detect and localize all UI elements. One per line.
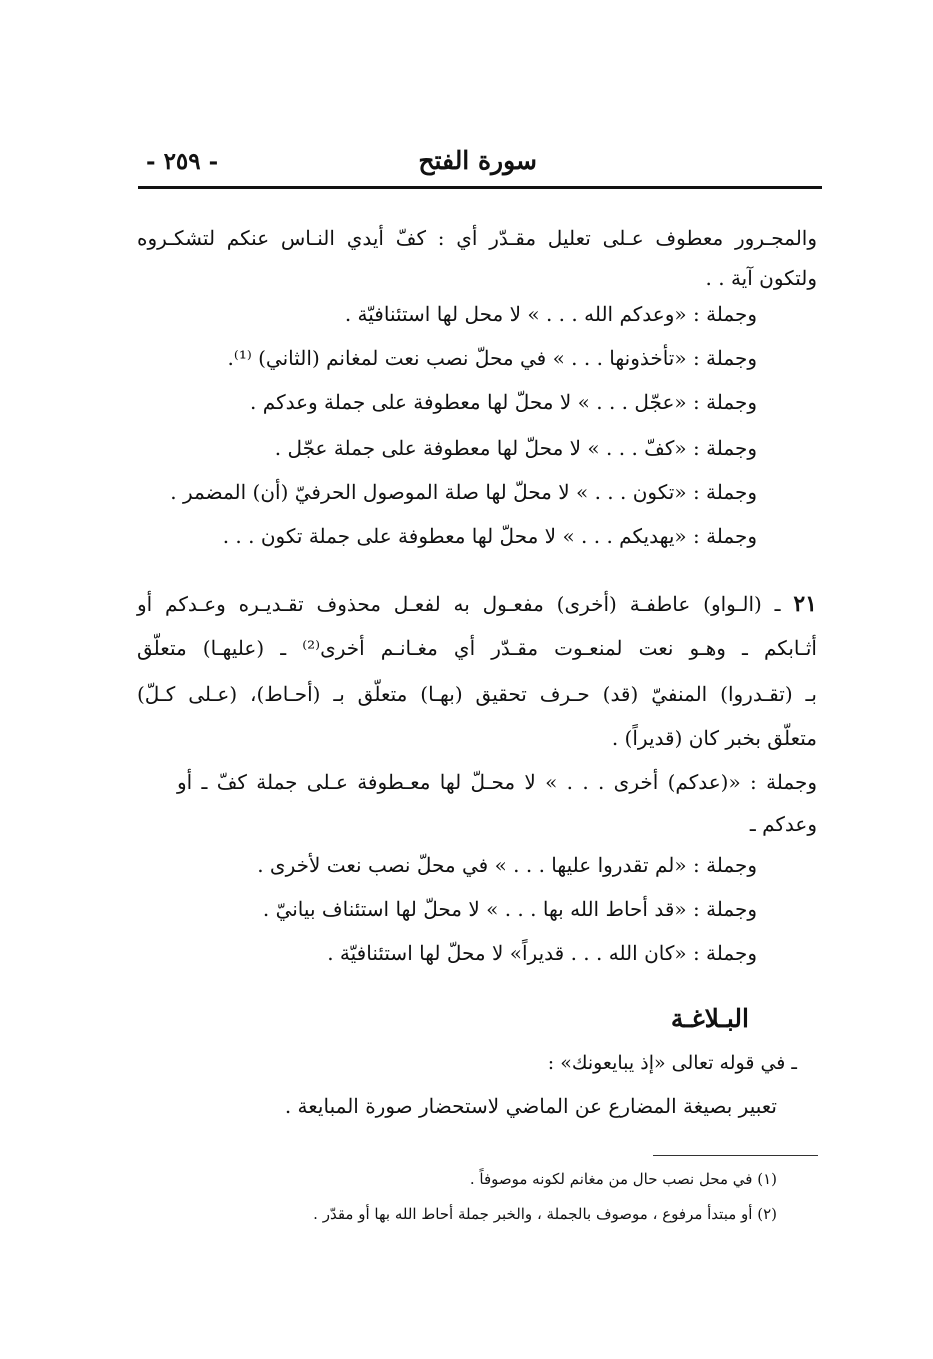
sentence-item: وجملة : «تأخذونها . . . » في محلّ نصب نعت لمغانم (الثاني) ⁽¹⁾. bbox=[227, 346, 757, 370]
sentence-item: وجملة : «لم تقدروا عليها . . . » في محلّ نصب نعت لأخرى . bbox=[257, 853, 757, 877]
sentence-item: وجملة : «كان الله . . . قديراً» لا محلّ لها استئنافيّة . bbox=[327, 941, 757, 965]
text-line: ولتكون آية . . bbox=[705, 266, 817, 290]
sentence-item: وجملة : «كفّ . . . » لا محلّ لها معطوفة على جملة عجّل . bbox=[274, 436, 757, 460]
section-title: البـلاغـة bbox=[670, 1004, 749, 1033]
text-line bbox=[137, 591, 817, 617]
footnote: (١) في محل نصب حال من مغانم لكونه موصوفاً . bbox=[469, 1170, 777, 1188]
text-line: تعبير بصيغة المضارع عن الماضي لاستحضار صورة المبايعة . bbox=[284, 1094, 777, 1118]
sentence-item: وجملة : «تكون . . . » لا محلّ لها صلة الموصول الحرفيّ (أن) المضمر . bbox=[170, 480, 757, 504]
footnote: (٢) أو مبتدأ مرفوع ، موصوف بالجملة ، والخبر جملة أحاط الله بها أو مقدّر . bbox=[313, 1205, 777, 1223]
header-rule bbox=[138, 186, 822, 189]
text-line: وعدكم ـ bbox=[749, 812, 817, 836]
text-line: أثـابكم ـ وهـو نعت لمنعـوت مقـدّر أي مغـانـم أخرى⁽²⁾ ـ (عليهـا) متعلّق bbox=[137, 636, 817, 660]
verse-number: ٢١ bbox=[793, 591, 817, 617]
text-line: ـ في قوله تعالى «إذ يبايعونك» : bbox=[547, 1052, 797, 1074]
page-header bbox=[138, 142, 822, 186]
text-line: بـ (تقـدروا) المنفيّ (قد) حـرف تحقيق (بهـا) متعلّق بـ (أحـاط)، (عـلى كـلّ) bbox=[137, 682, 817, 706]
verse-line-text: ـ (الـواو) عاطفـة (أخرى) مفعـول به لفعـل محذوف تقـديـره وعـدكم أو bbox=[137, 592, 781, 616]
footnote-rule bbox=[653, 1155, 818, 1156]
sentence-item: وجملة : «قد أحاط الله بها . . . » لا محلّ لها استئناف بيانيّ . bbox=[262, 897, 757, 921]
page-number: - ٢٥٩ - bbox=[146, 148, 219, 175]
sentence-item: وجملة : «وعدكم الله . . . » لا محل لها استئنافيّة . bbox=[344, 302, 757, 326]
text-line: متعلّق بخبر كان (قديراً) . bbox=[611, 726, 817, 750]
sentence-item: وجملة : «عجّل . . . » لا محلّ لها معطوفة على جملة وعدكم . bbox=[250, 390, 757, 414]
text-line: والمجـرور معطوف عـلى تعليل مقـدّر أي : كفّ أيدي النـاس عنكم لتشكـروه bbox=[137, 226, 817, 250]
sentence-item: وجملة : «يهديكم . . . » لا محلّ لها معطوفة على جملة تكون . . . bbox=[222, 524, 757, 548]
surah-title: سورة الفتح bbox=[418, 146, 537, 175]
text-line: وجملة : «(عدكم) أخرى . . . » لا محـلّ لها معـطوفة عـلى جملة كفّ ـ أو bbox=[177, 770, 817, 794]
